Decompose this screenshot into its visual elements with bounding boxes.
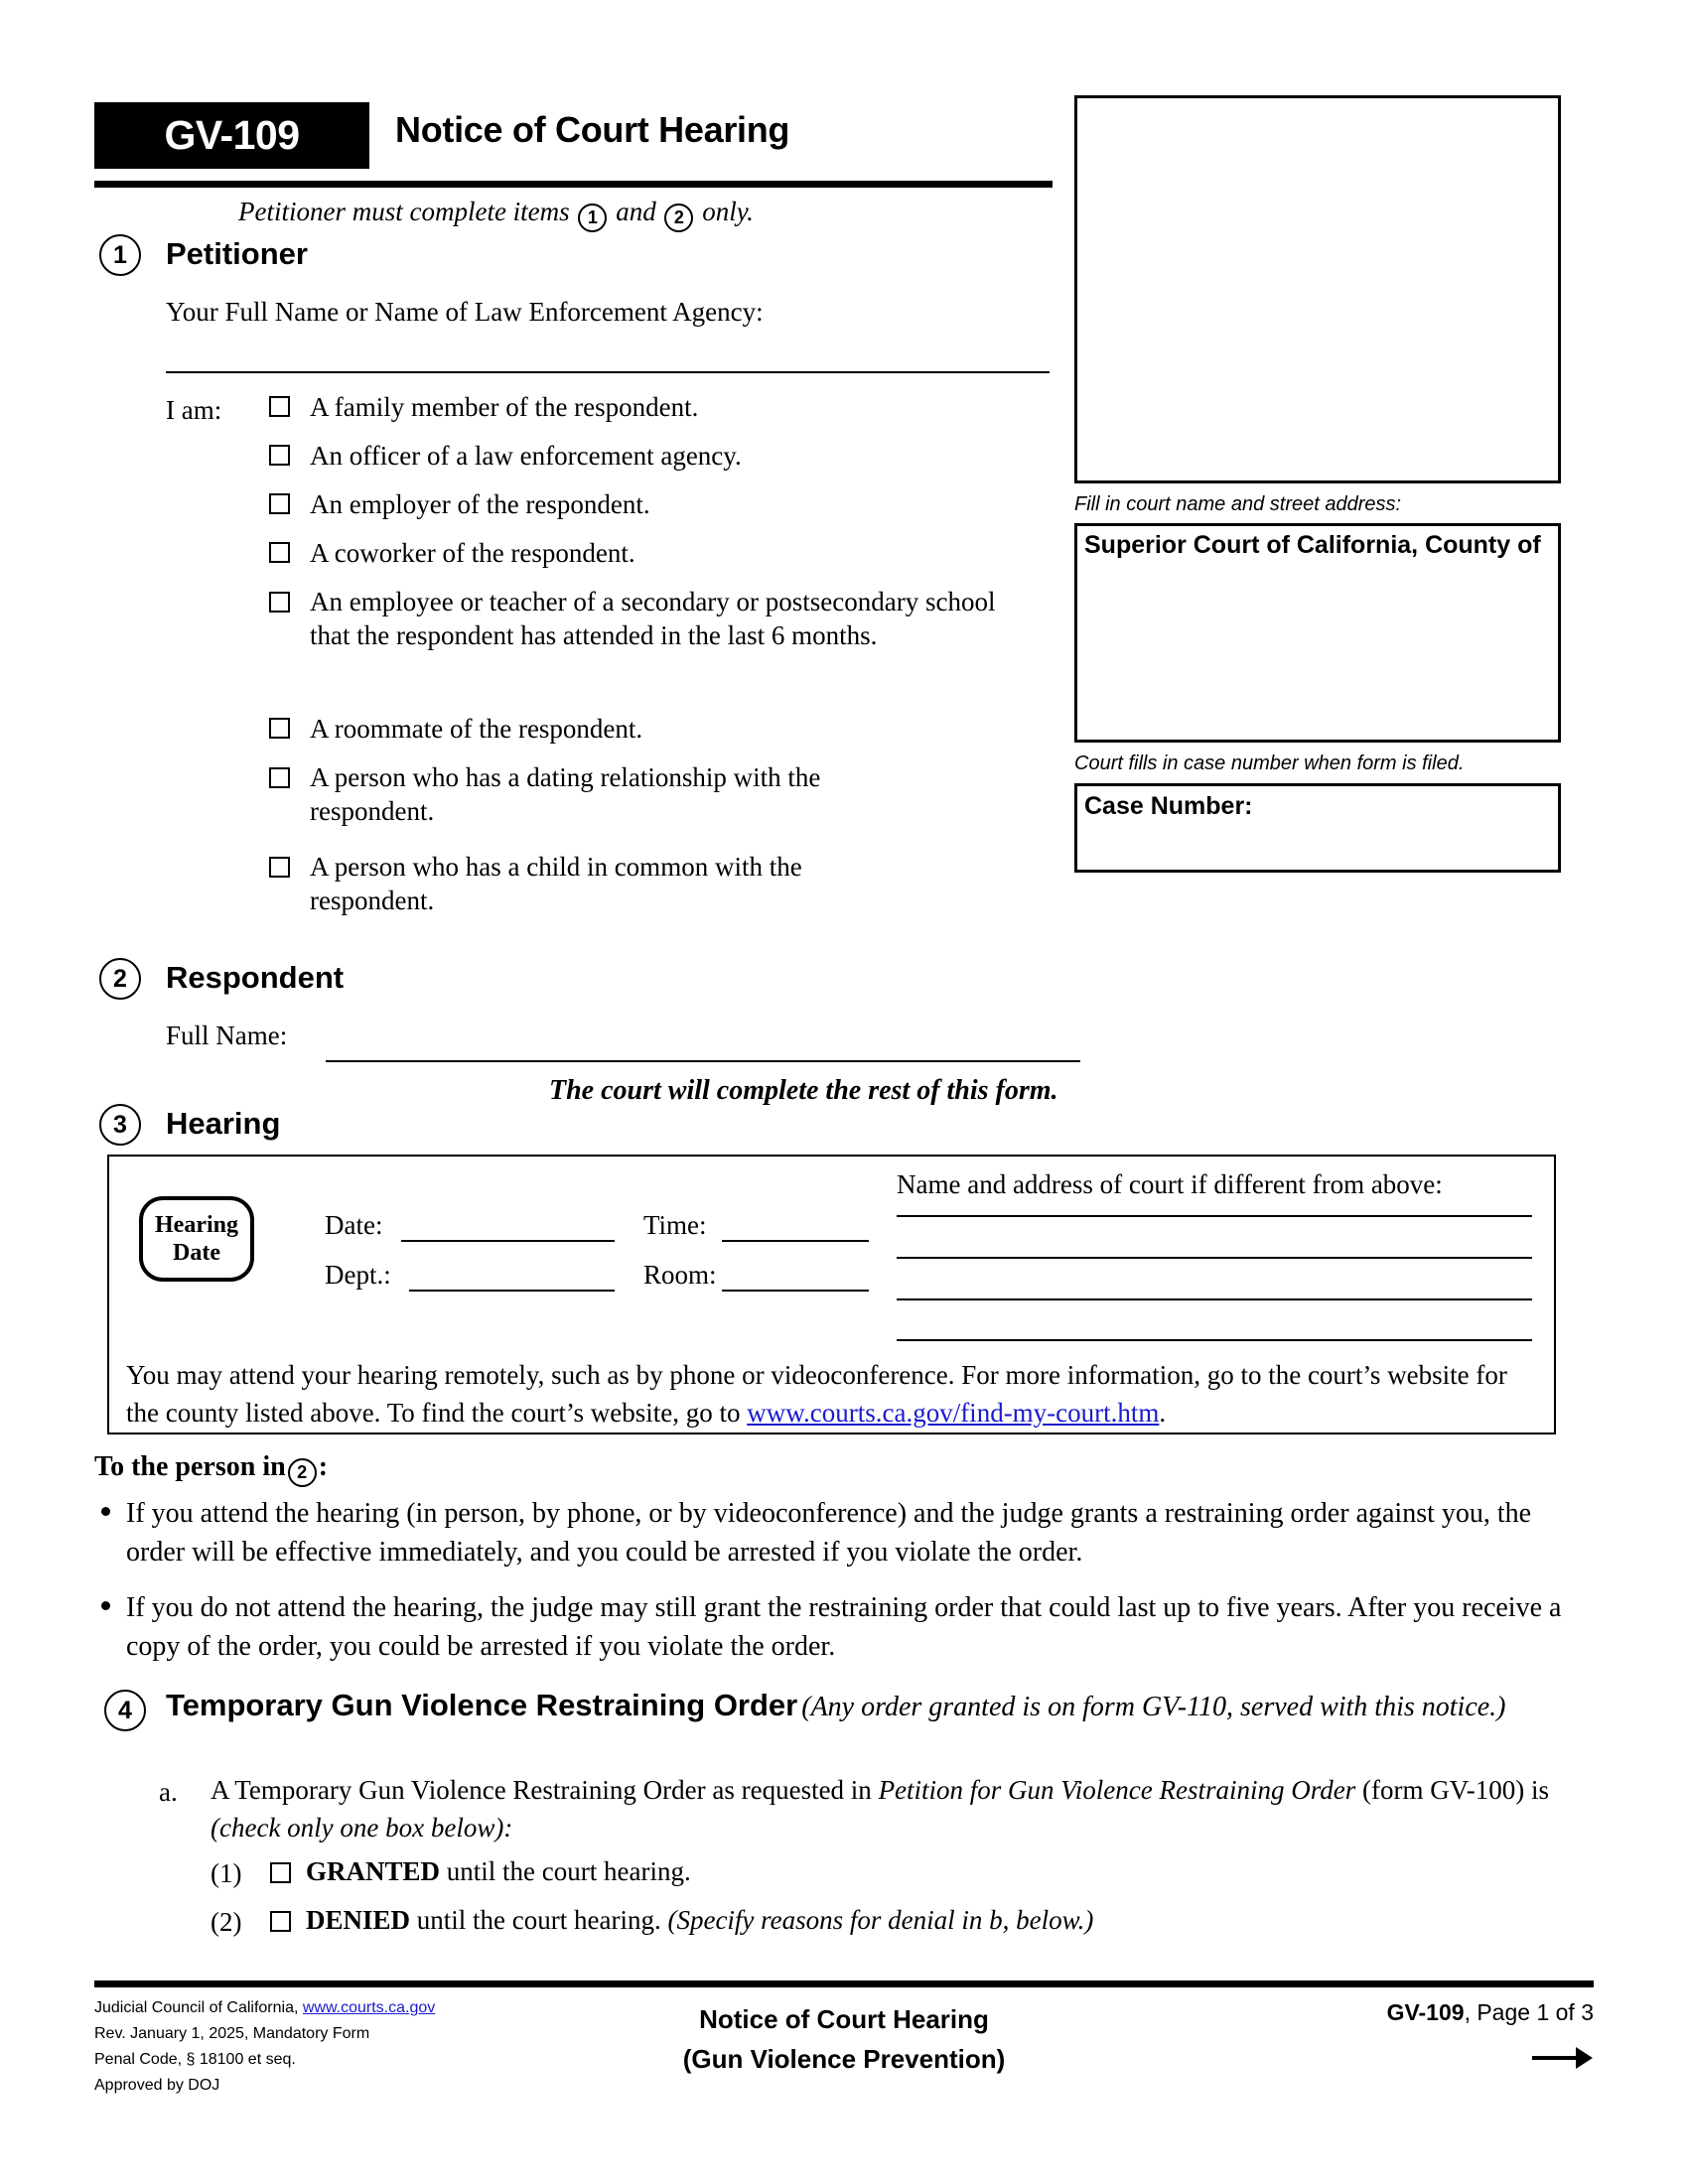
respondent-full-name-label: Full Name: <box>166 1021 288 1050</box>
footer-page-number: , Page 1 of 3 <box>1464 1999 1594 2025</box>
to-person-bullet-2: If you do not attend the hearing, the judge may still grant the restraining order that could last up to five years. After you receive a copy of the order, you could be arrested if you violate the order. <box>126 1592 1562 1663</box>
instruction-mid: and <box>616 197 656 226</box>
denied-label: DENIED <box>306 1905 411 1935</box>
checkbox-dating-relationship[interactable] <box>269 767 290 788</box>
section-4-heading-note: (Any order granted is on form GV-110, served with this notice.) <box>801 1692 1506 1722</box>
hearing-badge-line-1: Hearing <box>155 1211 238 1238</box>
section-2-heading: Respondent <box>166 960 345 995</box>
clerk-stamp-box[interactable] <box>1074 95 1561 483</box>
case-number-label: Case Number: <box>1084 792 1253 820</box>
checkbox-school-employee-teacher[interactable] <box>269 592 290 613</box>
denied-rest: until the court hearing. <box>410 1905 668 1935</box>
option-label-family-member: A family member of the respondent. <box>310 392 699 422</box>
case-number-caption: Court fills in case number when form is filed. <box>1074 752 1465 774</box>
checkbox-employer[interactable] <box>269 493 290 514</box>
denied-italic-note: (Specify reasons for denial in b, below.) <box>667 1905 1094 1935</box>
checkbox-coworker[interactable] <box>269 542 290 563</box>
section-4-number: 4 <box>104 1690 146 1731</box>
option-label-coworker: A coworker of the respondent. <box>310 538 635 568</box>
find-my-court-link[interactable]: www.courts.ca.gov/find-my-court.htm <box>747 1398 1160 1429</box>
checkbox-child-in-common[interactable] <box>269 857 290 878</box>
footer-right-block <box>1231 1999 1594 2026</box>
checkbox-denied[interactable] <box>270 1911 291 1932</box>
court-address-line-4[interactable] <box>897 1339 1532 1341</box>
option-label-roommate: A roommate of the respondent. <box>310 714 643 744</box>
inline-circle-person: 2 <box>288 1458 317 1487</box>
granted-label: GRANTED <box>306 1856 441 1886</box>
granted-rest: until the court hearing. <box>440 1856 691 1886</box>
checkbox-family-member[interactable] <box>269 396 290 417</box>
option-label-employer: An employer of the respondent. <box>310 489 650 519</box>
court-address-line-2[interactable] <box>897 1257 1532 1259</box>
hearing-date-line[interactable] <box>401 1240 615 1242</box>
bullet-marker-1 <box>101 1507 110 1516</box>
footer-doj-line: Approved by DOJ <box>94 2076 220 2094</box>
item-a-text-part-2: (form GV-100) is <box>1362 1775 1549 1805</box>
section-2-number: 2 <box>99 958 141 1000</box>
inline-circle-1: 1 <box>578 204 607 232</box>
to-person-bullet-1: If you attend the hearing (in person, by phone, or by videoconference) and the judge grants a restraining order against you, the order will be effective immediately, and you could be arrested if you violate the order. <box>126 1498 1532 1569</box>
section-3-number: 3 <box>99 1104 141 1146</box>
item-a-italic-instruction: (check only one box below): <box>211 1812 513 1843</box>
to-the-person-lead <box>94 1449 328 1487</box>
section-4-heading: Temporary Gun Violence Restraining Order <box>166 1688 798 1722</box>
bullet-marker-2 <box>101 1601 110 1610</box>
option-label-dating-relationship: A person who has a dating relationship with the respondent. <box>310 762 821 827</box>
remote-hearing-note <box>126 1356 1536 1433</box>
page-title: Notice of Court Hearing <box>395 109 790 150</box>
sub-item-2-marker: (2) <box>211 1907 242 1937</box>
hearing-time-line[interactable] <box>722 1240 869 1242</box>
remote-note-line-1: You may attend your hearing remotely, such as by phone or videoconference. For more information, go to the court’s <box>126 1360 1381 1390</box>
sub-item-1-marker: (1) <box>211 1858 242 1888</box>
header-divider <box>94 181 1053 188</box>
petitioner-instruction <box>238 197 754 232</box>
court-completes-note: The court will complete the rest of this form. <box>549 1075 1058 1106</box>
petitioner-name-line[interactable] <box>166 371 1050 373</box>
court-address-line-3[interactable] <box>897 1298 1532 1300</box>
footer-revision-line: Rev. January 1, 2025, Mandatory Form <box>94 2024 370 2042</box>
hearing-date-badge <box>139 1196 254 1282</box>
footer-form-number: GV-109 <box>1386 1999 1465 2025</box>
item-a-text <box>211 1772 1561 1847</box>
petitioner-name-prompt: Your Full Name or Name of Law Enforcement Agency: <box>166 297 764 327</box>
remote-note-line-2a: website for the county listed above. To find the court’s website, go to <box>126 1360 1507 1429</box>
option-label-school-employee-teacher: An employee or teacher of a secondary or postsecondary school that the respondent has attended in the last 6 months. <box>310 587 996 651</box>
i-am-label: I am: <box>166 395 222 425</box>
option-label-law-enforcement-officer: An officer of a law enforcement agency. <box>310 441 742 471</box>
item-a-italic-title: Petition for Gun Violence Restraining Order <box>878 1775 1356 1805</box>
court-name-label: Superior Court of California, County of <box>1084 531 1541 559</box>
court-name-caption: Fill in court name and street address: <box>1074 493 1402 515</box>
inline-circle-2: 2 <box>664 204 693 232</box>
section-1-heading: Petitioner <box>166 236 308 271</box>
option-label-child-in-common: A person who has a child in common with the respondent. <box>310 852 802 916</box>
to-person-pre: To the person in <box>94 1451 286 1482</box>
next-page-arrow-icon <box>1532 2043 1594 2078</box>
hearing-date-label: Date: <box>325 1210 383 1240</box>
respondent-full-name-line[interactable] <box>326 1060 1080 1062</box>
footer-center-block <box>556 1999 1132 2080</box>
footer-penal-code-line: Penal Code, § 18100 et seq. <box>94 2050 296 2068</box>
footer-divider <box>94 1980 1594 1987</box>
section-4-heading-block <box>166 1688 1556 1723</box>
section-1-number: 1 <box>99 234 141 276</box>
to-person-post: : <box>318 1451 329 1482</box>
hearing-dept-label: Dept.: <box>325 1260 391 1290</box>
footer-left-block <box>94 1995 435 2099</box>
instruction-post: only. <box>702 197 754 226</box>
hearing-room-line[interactable] <box>722 1290 869 1292</box>
sub-item-1-text <box>306 1854 691 1888</box>
hearing-badge-line-2: Date <box>173 1240 220 1266</box>
instruction-pre: Petitioner must complete items <box>238 197 570 226</box>
hearing-room-label: Room: <box>643 1260 717 1290</box>
checkbox-roommate[interactable] <box>269 718 290 739</box>
footer-judicial-council-line <box>94 1995 435 2021</box>
courts-ca-gov-link[interactable]: www.courts.ca.gov <box>302 1999 436 2016</box>
hearing-time-label: Time: <box>643 1210 707 1240</box>
remote-note-line-2b: . <box>1159 1398 1167 1429</box>
checkbox-law-enforcement-officer[interactable] <box>269 445 290 466</box>
court-address-prompt: Name and address of court if different from above: <box>897 1169 1443 1199</box>
hearing-dept-line[interactable] <box>409 1290 615 1292</box>
form-number-badge: GV-109 <box>94 102 369 169</box>
section-3-heading: Hearing <box>166 1106 281 1141</box>
sub-item-2-text <box>306 1903 1093 1937</box>
court-address-line-1[interactable] <box>897 1215 1532 1217</box>
footer-center-subtitle: (Gun Violence Prevention) <box>682 2044 1006 2075</box>
footer-judicial-council-text: Judicial Council of California, <box>94 1999 303 2016</box>
footer-center-title: Notice of Court Hearing <box>699 2004 989 2034</box>
item-a-letter: a. <box>159 1777 178 1807</box>
item-a-text-part-1: A Temporary Gun Violence Restraining Order as requested in <box>211 1775 879 1805</box>
checkbox-granted[interactable] <box>270 1862 291 1883</box>
